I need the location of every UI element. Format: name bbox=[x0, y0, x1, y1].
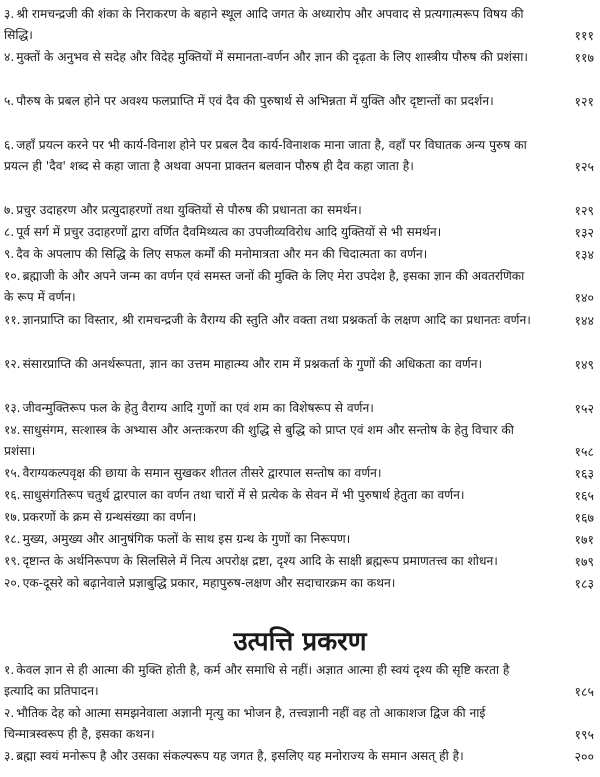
toc-entry-number: १४. bbox=[4, 423, 21, 437]
toc-entry bbox=[4, 4, 594, 46]
toc-entry-text bbox=[4, 420, 532, 462]
toc-entry-title: पौरुष के प्रबल होने पर अवश्य फलप्राप्ति में एवं दैव की पुरुषार्थ से अभिन्नता में युक्ति और दृष्टान्तों का प्रदर्शन। bbox=[16, 94, 494, 108]
toc-entry-page: १२१ bbox=[574, 94, 594, 109]
toc-entry-title: साधुसंगतिरूप चतुर्थ द्वारपाल का वर्णन तथा चारों में से प्रत्येक के सेवन में भी पुरुषार्थ हेतुता का वर्णन। bbox=[22, 488, 465, 502]
toc-entry-number: ७. bbox=[4, 203, 15, 217]
toc-entry-text bbox=[4, 222, 532, 243]
toc-entry-title: पूर्व सर्ग में प्रचुर उदाहरणों द्वारा वर्णित दैवमिथ्यत्व का उपजीव्यविरोध आदि युक्तियों से भी समर्थन। bbox=[16, 225, 442, 239]
toc-entry bbox=[4, 266, 594, 308]
toc-entry-number: १९. bbox=[4, 554, 21, 568]
toc-entry-text bbox=[4, 310, 532, 331]
toc-entry-page: १९५ bbox=[574, 727, 594, 742]
toc-entry-number: १. bbox=[4, 663, 15, 677]
toc-entry-page: १४४ bbox=[574, 313, 594, 328]
toc-entry-title: ज्ञानप्राप्ति का विस्तार, श्री रामचन्द्रजी के वैराग्य की स्तुति और वक्ता तथा प्रश्नकर्ता के लक्षण आदि का प्रधानतः वर्णन। bbox=[22, 313, 531, 327]
toc-entry-number: २०. bbox=[4, 576, 21, 590]
toc-entry-page: १४९ bbox=[574, 357, 594, 372]
toc-entry-text bbox=[4, 551, 532, 572]
toc-entry-text bbox=[4, 746, 532, 767]
section-heading: उत्पत्ति प्रकरण bbox=[233, 627, 367, 657]
toc-entry bbox=[4, 244, 594, 265]
toc-entry-title: वैराग्यकल्पवृक्ष की छाया के समान सुखकर शीतल तीसरे द्वारपाल सन्तोष का वर्णन। bbox=[22, 466, 382, 480]
toc-entry-text bbox=[4, 507, 532, 528]
toc-entry-page: ११७ bbox=[574, 50, 594, 65]
toc-entry-text bbox=[4, 398, 532, 419]
toc-entry-number: ९. bbox=[4, 247, 15, 261]
toc-entry-title: भौतिक देह को आत्मा समझनेवाला अज्ञानी मृत्यु का भोजन है, तत्त्वज्ञानी नहीं वह तो आकाशज द्विज की नाई चिन्मात्रस्वरूप ही है, इसका कथन। bbox=[4, 706, 486, 741]
toc-entry-text bbox=[4, 573, 532, 594]
toc-entry-page: १५८ bbox=[574, 444, 594, 459]
toc-entry-text bbox=[4, 463, 532, 484]
toc-entry-number: १५. bbox=[4, 466, 21, 480]
toc-entry-text bbox=[4, 354, 532, 375]
toc-entry-title: प्रकरणों के क्रम से ग्रन्थसंख्या का वर्णन। bbox=[22, 510, 197, 524]
toc-entry-number: ६. bbox=[4, 138, 15, 152]
toc-entry-text bbox=[4, 4, 532, 46]
toc-entry bbox=[4, 463, 594, 484]
toc-entry-page: १७१ bbox=[574, 532, 594, 547]
toc-entry-title: मुख्य, अमुख्य और आनुषंगिक फलों के साथ इस ग्रन्थ के गुणों का निरूपण। bbox=[22, 532, 351, 546]
toc-entry bbox=[4, 703, 594, 745]
toc-entry-number: ३. bbox=[4, 749, 15, 763]
toc-entry-title: संसारप्राप्ति की अनर्थरूपता, ज्ञान का उत्तम माहात्म्य और राम में प्रश्नकर्ता के गुणों की अधिकता का वर्णन। bbox=[22, 357, 483, 371]
toc-entry-number: १०. bbox=[4, 269, 21, 283]
toc-entry-text bbox=[4, 703, 532, 745]
toc-entry-title: जीवन्मुक्तिरूप फल के हेतु वैराग्य आदि गुणों का एवं शम का विशेषरूप से वर्णन। bbox=[22, 401, 374, 415]
toc-entry-text bbox=[4, 660, 532, 702]
toc-entry bbox=[4, 47, 594, 68]
toc-entry bbox=[4, 222, 594, 243]
toc-entry-number: १३. bbox=[4, 401, 21, 415]
toc-entry-page: १४० bbox=[574, 290, 594, 305]
toc-entry-title: प्रचुर उदाहरण और प्रत्युदाहरणों तथा युक्तियों से पौरुष की प्रधानता का समर्थन। bbox=[16, 203, 362, 217]
toc-entry-page: १२५ bbox=[574, 159, 594, 174]
toc-entry bbox=[4, 420, 594, 462]
toc-entry-text bbox=[4, 47, 532, 68]
toc-entry bbox=[4, 135, 594, 177]
toc-entry-page: १६७ bbox=[574, 510, 594, 525]
toc-entry-text bbox=[4, 91, 532, 112]
toc-entry-title: जहाँ प्रयत्न करने पर भी कार्य-विनाश होने पर प्रबल दैव कार्य-विनाशक माना जाता है, वहाँ पर विघातक अन्य पुरुष का प्रयत्न ही 'दैव' शब्द से कहा जाता है अथवा अपना प्राक्तन बलवान पौरुष ही दैव कहा जाता है। bbox=[4, 138, 527, 173]
toc-entry-page: १६३ bbox=[574, 466, 594, 481]
toc-entry bbox=[4, 91, 594, 112]
toc-entry-number: १८. bbox=[4, 532, 21, 546]
toc-entry-text bbox=[4, 135, 532, 177]
toc-entry-title: श्री रामचन्द्रजी की शंका के निराकरण के बहाने स्थूल आदि जगत के अध्यारोप और अपवाद से प्रत्यगात्मरूप विषय की सिद्धि। bbox=[4, 7, 524, 42]
toc-entry-text bbox=[4, 200, 532, 221]
toc-entry-text bbox=[4, 244, 532, 265]
toc-entry-number: ४. bbox=[4, 50, 15, 64]
toc-entry-text bbox=[4, 485, 532, 506]
toc-entry-page: १३२ bbox=[574, 225, 594, 240]
toc-entry-number: १७. bbox=[4, 510, 21, 524]
toc-entry-title: केवल ज्ञान से ही आत्मा की मुक्ति होती है, कर्म और समाधि से नहीं। अज्ञात आत्मा ही स्वयं दृश्य की सृष्टि करता है इत्यादि का प्रतिपादन। bbox=[4, 663, 510, 698]
toc-entry bbox=[4, 200, 594, 221]
toc-entry-title: साधुसंगम, सत्शास्त्र के अभ्यास और अन्तःकरण की शुद्धि से बुद्धि को प्राप्त एवं शम और सन्तोष के हेतु विचार की प्रशंसा। bbox=[4, 423, 514, 458]
toc-entry-title: ब्रह्मा स्वयं मनोरूप है और उसका संकल्परूप यह जगत है, इसलिए यह मनोराज्य के समान असत् ही है। bbox=[16, 749, 464, 763]
toc-entry-number: ५. bbox=[4, 94, 15, 108]
toc-entry-number: ३. bbox=[4, 7, 15, 21]
toc-entry-page: १२९ bbox=[574, 203, 594, 218]
toc-entry bbox=[4, 529, 594, 550]
toc-entry-page: १८५ bbox=[574, 684, 594, 699]
toc-entry bbox=[4, 551, 594, 572]
toc-entry-title: मुक्तों के अनुभव से सदेह और विदेह मुक्तियों में समानता-वर्णन और ज्ञान की दृढ़ता के लिए शास्त्रीय पौरुष की प्रशंसा। bbox=[16, 50, 528, 64]
toc-entry-number: ११. bbox=[4, 313, 21, 327]
toc-entry bbox=[4, 573, 594, 594]
toc-entry bbox=[4, 310, 594, 331]
toc-entry-page: १८३ bbox=[574, 576, 594, 591]
toc-entry bbox=[4, 507, 594, 528]
toc-entry bbox=[4, 485, 594, 506]
toc-entry-text bbox=[4, 266, 532, 308]
toc-entry-page: १५२ bbox=[574, 401, 594, 416]
toc-entry-number: १६. bbox=[4, 488, 21, 502]
toc-entry-number: ८. bbox=[4, 225, 15, 239]
toc-entry-title: ब्रह्माजी के और अपने जन्म का वर्णन एवं समस्त जनों की मुक्ति के लिए मेरा उपदेश है, इसका ज्ञान की अवतरणिका के रूप में वर्णन। bbox=[4, 269, 525, 304]
toc-entry-page: १७९ bbox=[574, 554, 594, 569]
toc-entry-page: १११ bbox=[574, 28, 594, 43]
toc-entry-page: १३४ bbox=[574, 247, 594, 262]
toc-entry-text bbox=[4, 529, 532, 550]
toc-entry bbox=[4, 660, 594, 702]
toc-entry-number: २. bbox=[4, 706, 15, 720]
toc-entry-title: दृष्टान्त के अर्थनिरूपण के सिलसिले में नित्य अपरोक्ष द्रष्टा, दृश्य आदि के साक्षी ब्रह्मरूप प्रमाणतत्त्व का शोधन। bbox=[22, 554, 498, 568]
toc-entry-title: दैव के अपलाप की सिद्धि के लिए सफल कर्मों की मनोमात्रता और मन की चिदात्मता का वर्णन। bbox=[16, 247, 428, 261]
toc-entry bbox=[4, 746, 594, 767]
toc-entry-title: एक-दूसरे को बढ़ानेवाले प्रज्ञाबुद्धि प्रकार, महापुरुष-लक्षण और सदाचारक्रम का कथन। bbox=[22, 576, 396, 590]
toc-entry-page: २०० bbox=[574, 749, 594, 764]
toc-entry-page: १६५ bbox=[574, 488, 594, 503]
toc-entry-number: १२. bbox=[4, 357, 21, 371]
toc-entry bbox=[4, 398, 594, 419]
toc-entry bbox=[4, 354, 594, 375]
